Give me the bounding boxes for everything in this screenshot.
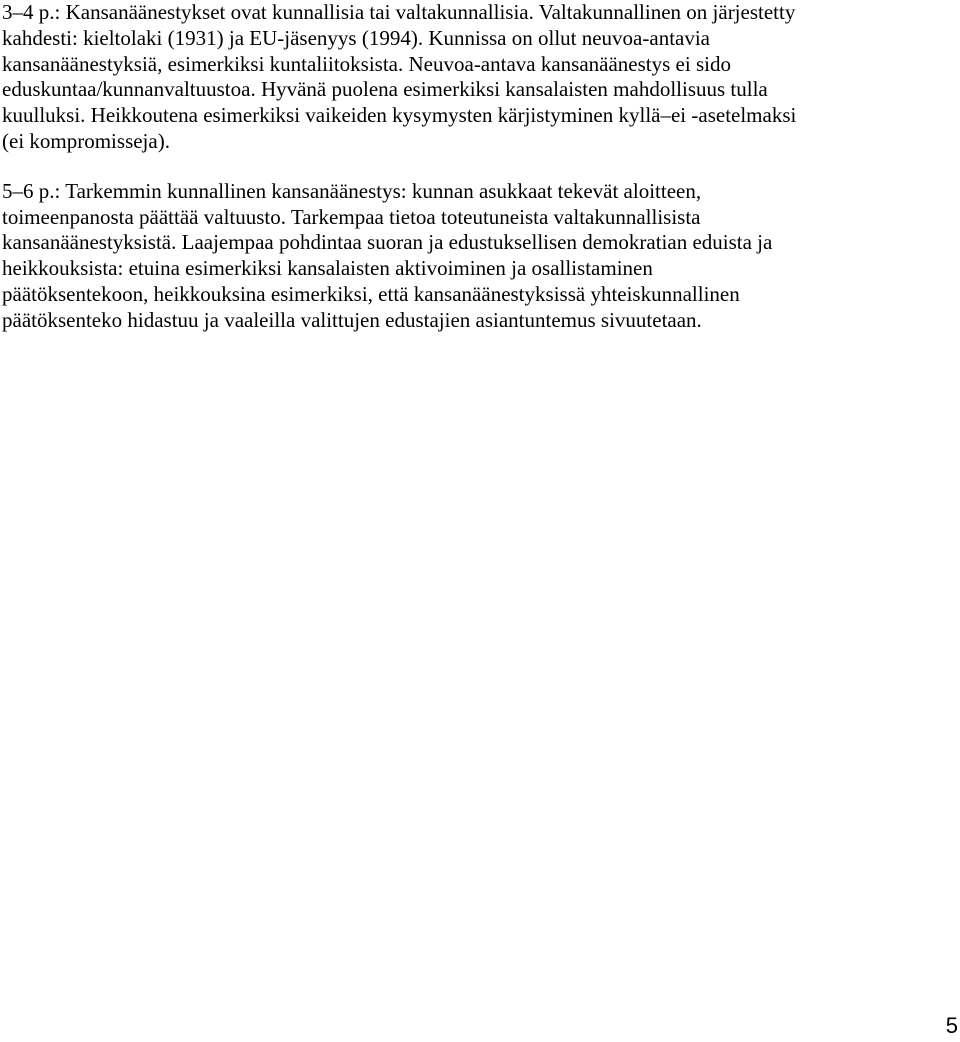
- paragraph-grading-5-6: [2, 179, 952, 334]
- text-line: kahdesti: kieltolaki (1931) ja EU-jäsenyys (1994). Kunnissa on ollut neuvoa-antavia: [2, 25, 711, 50]
- text-line: (ei kompromisseja).: [2, 128, 170, 153]
- text-line: kansanäänestyksiä, esimerkiksi kuntaliitoksista. Neuvoa-antava kansanäänestys ei sido: [2, 51, 731, 76]
- text-line: päätöksenteko hidastuu ja vaaleilla valittujen edustajien asiantuntemus sivuutetaan.: [2, 307, 702, 332]
- text-line: 5–6 p.: Tarkemmin kunnallinen kansanäänestys: kunnan asukkaat tekevät aloitteen,: [2, 178, 702, 203]
- text-line: päätöksentekoon, heikkouksina esimerkiksi, että kansanäänestyksissä yhteiskunnallinen: [2, 281, 740, 306]
- document-body: [2, 0, 952, 334]
- text-line: eduskuntaa/kunnanvaltuustoa. Hyvänä puolena esimerkiksi kansalaisten mahdollisuus tulla: [2, 77, 768, 102]
- text-line: 3–4 p.: Kansanäänestykset ovat kunnallisia tai valtakunnallisia. Valtakunnallinen on järjestetty: [2, 0, 796, 24]
- text-line: kansanäänestyksistä. Laajempaa pohdintaa suoran ja edustuksellisen demokratian eduista ja: [2, 230, 773, 255]
- text-line: toimeenpanosta päättää valtuusto. Tarkempaa tietoa toteutuneista valtakunnallisista: [2, 204, 701, 229]
- text-line: kuulluksi. Heikkoutena esimerkiksi vaikeiden kysymysten kärjistyminen kyllä–ei -asetelmaksi: [2, 103, 797, 128]
- page-number: 5: [945, 1013, 958, 1038]
- text-line: heikkouksista: etuina esimerkiksi kansalaisten aktivoiminen ja osallistaminen: [2, 256, 653, 281]
- paragraph-grading-3-4: [2, 0, 952, 155]
